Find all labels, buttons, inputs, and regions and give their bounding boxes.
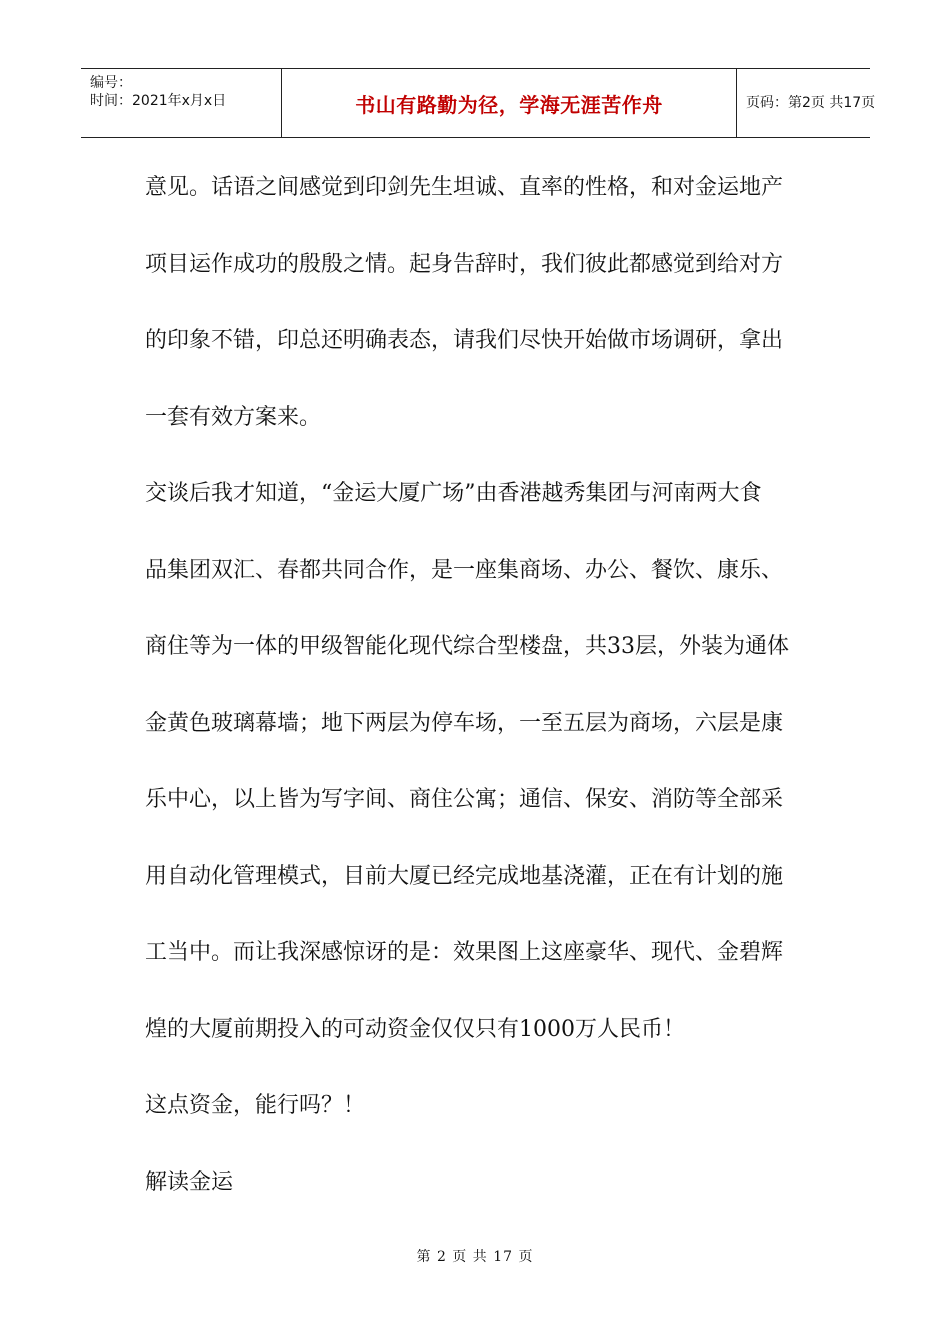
- body-line: 交谈后我才知道，“金运大厦广场”由香港越秀集团与河南两大食: [145, 481, 762, 506]
- document-time-label: 时间：2021年x月x日: [90, 93, 227, 109]
- body-line: 的印象不错，印总还明确表态，请我们尽快开始做市场调研，拿出: [145, 328, 784, 353]
- body-line: 工当中。而让我深感惊讶的是：效果图上这座豪华、现代、金碧辉: [145, 940, 784, 965]
- header-right-cell: [736, 69, 876, 137]
- body-line: 意见。话语之间感觉到印剑先生坦诚、直率的性格，和对金运地产: [145, 175, 784, 200]
- body-line: 商住等为一体的甲级智能化现代综合型楼盘，共33层，外装为通体: [145, 634, 789, 659]
- header-table: [81, 68, 876, 138]
- body-line: 金黄色玻璃幕墙；地下两层为停车场，一至五层为商场，六层是康: [145, 710, 784, 736]
- document-body: [145, 150, 805, 1221]
- body-line: 一套有效方案来。: [145, 404, 322, 430]
- document-code-label: 编号：: [90, 75, 132, 91]
- header-motto: 书山有路勤为径，学海无涯苦作舟: [355, 92, 663, 117]
- header-page-code: 页码：第2页 共17页: [746, 95, 876, 111]
- body-line: 煌的大厦前期投入的可动资金仅仅只有1000万人民币！: [145, 1016, 685, 1042]
- body-line: 用自动化管理模式，目前大厦已经完成地基浇灌，正在有计划的施: [145, 863, 784, 889]
- page-footer: 第 2 页 共 17 页: [416, 1249, 534, 1265]
- body-line: 品集团双汇、春都共同合作，是一座集商场、办公、餐饮、康乐、: [145, 557, 784, 583]
- header-left-cell: [81, 69, 281, 137]
- body-line: 这点资金，能行吗？！: [145, 1093, 366, 1118]
- header-middle-cell: [281, 69, 737, 137]
- body-line: 项目运作成功的殷殷之情。起身告辞时，我们彼此都感觉到给对方: [145, 251, 784, 277]
- body-line: 乐中心，以上皆为写字间、商住公寓；通信、保安、消防等全部采: [145, 787, 784, 812]
- body-line: 解读金运: [145, 1169, 234, 1195]
